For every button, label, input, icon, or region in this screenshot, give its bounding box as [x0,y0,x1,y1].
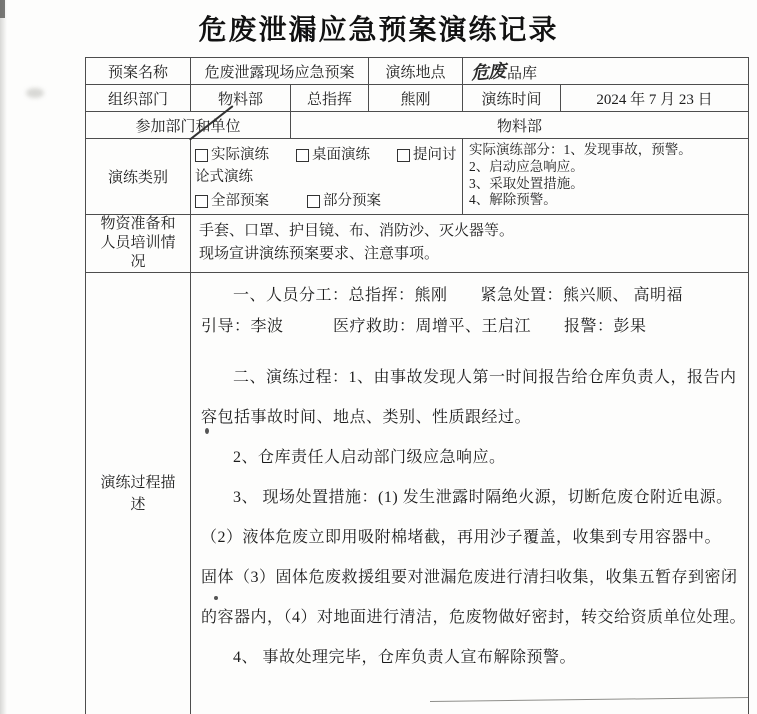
commander-value: 熊刚 [369,85,463,112]
process-line: 二、演练过程：1、由事故发现人第一时间报告给仓库负责人，报告内 [233,369,737,386]
option-qa-discussion-drill [397,145,457,166]
participants-value: 物料部 [291,112,749,139]
actual-line: 4、解除预警。 [469,192,557,208]
materials-content [191,215,749,273]
process-line: 3、 现场处置措施：(1) 发生泄露时隔绝火源，切断危废仓附近电源。 [233,489,733,506]
checkbox-icon [397,149,410,162]
drill-time-value: 2024 年 7 月 23 日 [561,85,749,112]
process-line: 2、仓库责任人启动部门级应急响应。 [233,449,506,466]
process-line: （2）液体危废立即用吸附棉堵截，再用沙子覆盖，收集到专用容器中。 [201,529,722,546]
org-dept-value: 物料部 [191,85,291,112]
checkbox-label: 部分预案 [323,193,381,209]
checkbox-label: 提问讨 [413,147,457,163]
commander-label: 总指挥 [291,85,369,112]
actual-line: 3、采取处置措施。 [469,175,584,191]
actual-line: 2、启动应急响应。 [469,158,584,174]
checkbox-label: 全部预案 [211,193,269,209]
option-tabletop-drill [296,145,370,166]
materials-line: 手套、口罩、护目镜、布、消防沙、灭火器等。 [199,223,515,239]
checkbox-icon [296,149,309,162]
ink-speck [205,428,209,434]
process-line: 固体（3）固体危废救援组要对泄漏危废进行清扫收集，收集五暂存到密闭 [201,569,738,586]
process-line: 引导：李波 医疗救助：周增平、王启江 报警：彭果 [201,318,647,335]
plan-name-value: 危废泄露现场应急预案 [191,58,369,85]
drill-record-table [85,57,749,714]
process-label-text: 演练过程描述 [100,474,176,513]
handwritten-location-text: 危废 [470,60,506,84]
plan-name-label: 预案名称 [86,58,191,85]
checkbox-line-2 [195,191,460,212]
table-row [86,273,749,714]
drill-type-options [191,139,463,215]
process-line: 一、人员分工：总指挥：熊刚 紧急处置：熊兴顺、 高明福 [233,287,684,304]
page-title: 危废泄漏应急预案演练记录 [198,15,559,46]
location-label: 演练地点 [369,58,463,85]
process-line: 4、 事故处理完毕，仓库负责人宣布解除预警。 [233,649,577,666]
table-row [86,139,749,215]
actual-drill-part [463,139,749,215]
table-row [86,58,749,85]
org-dept-label: 组织部门 [86,85,191,112]
materials-label [86,215,191,273]
materials-line: 现场宣讲演练预案要求、注意事项。 [199,246,440,262]
checkbox-icon [195,149,208,162]
checkbox-line-1 [195,145,460,166]
table-row [86,215,749,273]
materials-label-text: 物资准备和人员培训情况 [100,216,176,270]
location-value [463,58,749,85]
option-wrap-text: 论式演练 [195,169,253,185]
checkbox-label: 桌面演练 [312,147,370,163]
checkbox-icon [195,195,208,208]
drill-type-label: 演练类别 [86,139,191,215]
table-row [86,85,749,112]
location-printed-text: 品库 [507,66,538,82]
ink-speck [214,596,218,600]
process-line: 的容器内，（4）对地面进行清洁，危废物做好密封，转交给资质单位处理。 [201,609,747,626]
process-line: 容包括事故时间、地点、类别、性质跟经过。 [201,409,532,426]
table-row [86,112,749,139]
actual-line: 实际演练部分：1、发现事故，预警。 [469,142,692,157]
checkbox-icon [307,195,320,208]
scan-smudge [26,88,44,98]
process-content [191,273,749,714]
drill-time-label: 演练时间 [463,85,561,112]
scan-edge-shadow [0,0,7,714]
participants-label: 参加部门和单位 [86,112,291,139]
option-partial-plan [307,191,381,212]
option-full-plan [195,191,269,212]
option-actual-drill [195,145,269,166]
checkbox-label: 实际演练 [211,147,269,163]
process-label [86,273,191,714]
